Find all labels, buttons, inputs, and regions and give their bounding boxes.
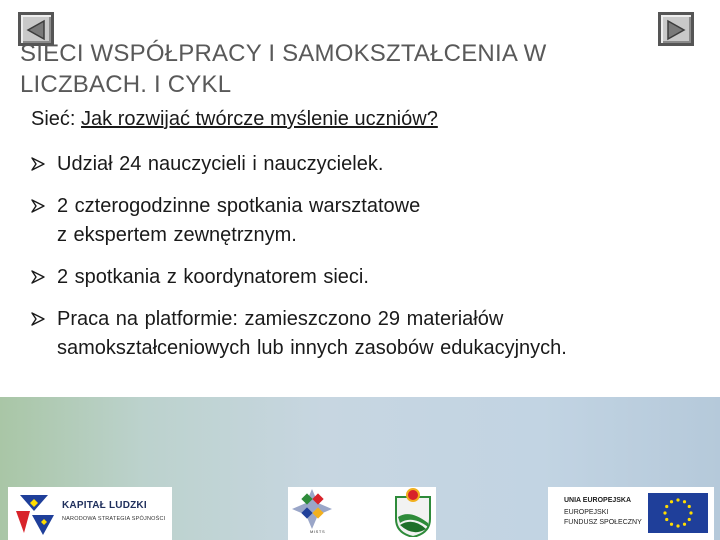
arrow-bullet-icon <box>31 312 45 326</box>
triangle-right-icon <box>665 19 687 41</box>
slide-title <box>20 38 660 100</box>
network-subtitle <box>31 108 438 131</box>
eu-star-icon <box>683 500 686 503</box>
eu-star-icon <box>676 524 679 527</box>
slide-title-line2: LICZBACH. I CYKL <box>20 71 232 98</box>
bullet-list <box>31 150 701 376</box>
eu-star-icon <box>665 505 668 508</box>
kapital-ludzki-emblem-icon <box>10 489 60 539</box>
slide-title-line1: SIECI WSPÓŁPRACY I SAMOKSZTAŁCENIA W <box>20 40 547 67</box>
eu-union-text: UNIA EUROPEJSKA <box>564 497 632 504</box>
eu-star-icon <box>688 518 691 521</box>
colored-star-logo-icon <box>290 487 334 531</box>
eu-logo <box>548 487 714 540</box>
arrow-bullet-icon <box>31 157 45 171</box>
subtitle-label: Sieć: <box>31 108 82 130</box>
kapital-ludzki-tagline: NARODOWA STRATEGIA SPÓJNOŚCI <box>62 516 166 522</box>
eu-star-icon <box>670 523 673 526</box>
bullet-text-continued: samokształceniowych lub innych zasobów edukacyjnych. <box>57 337 567 359</box>
partner-logos <box>288 487 436 540</box>
arrow-bullet-icon <box>31 199 45 213</box>
eu-star-icon <box>689 511 692 514</box>
bullet-item <box>31 150 701 179</box>
eu-fund-text-1: EUROPEJSKI <box>564 509 609 516</box>
bullet-item <box>31 263 701 292</box>
bullet-item <box>31 192 701 250</box>
subtitle-topic: Jak rozwijać twórcze myślenie uczniów? <box>81 108 438 130</box>
bullet-text: Udział 24 nauczycieli i nauczycielek. <box>57 153 384 175</box>
bullet-text-continued: z ekspertem zewnętrznym. <box>57 224 297 246</box>
arrow-bullet-icon <box>31 270 45 284</box>
bullet-item <box>31 305 701 363</box>
bullet-text: 2 spotkania z koordynatorem sieci. <box>57 266 369 288</box>
star-logo-label: MISTS <box>310 529 326 534</box>
eu-star-icon <box>688 505 691 508</box>
kapital-ludzki-name: KAPITAŁ LUDZKI <box>62 500 147 511</box>
eu-star-icon <box>663 511 666 514</box>
eu-star-icon <box>670 500 673 503</box>
coat-of-arms-icon <box>392 487 434 537</box>
eu-star-icon <box>676 498 679 501</box>
bullet-text: Praca na platformie: zamieszczono 29 materiałów <box>57 308 504 330</box>
eu-star-icon <box>665 518 668 521</box>
eu-star-icon <box>683 523 686 526</box>
kapital-ludzki-logo <box>8 487 172 540</box>
bullet-text: 2 czterogodzinne spotkania warsztatowe <box>57 195 421 217</box>
eu-fund-text-2: FUNDUSZ SPOŁECZNY <box>564 519 642 526</box>
eu-flag-icon <box>648 493 708 533</box>
next-slide-button[interactable] <box>658 12 694 46</box>
